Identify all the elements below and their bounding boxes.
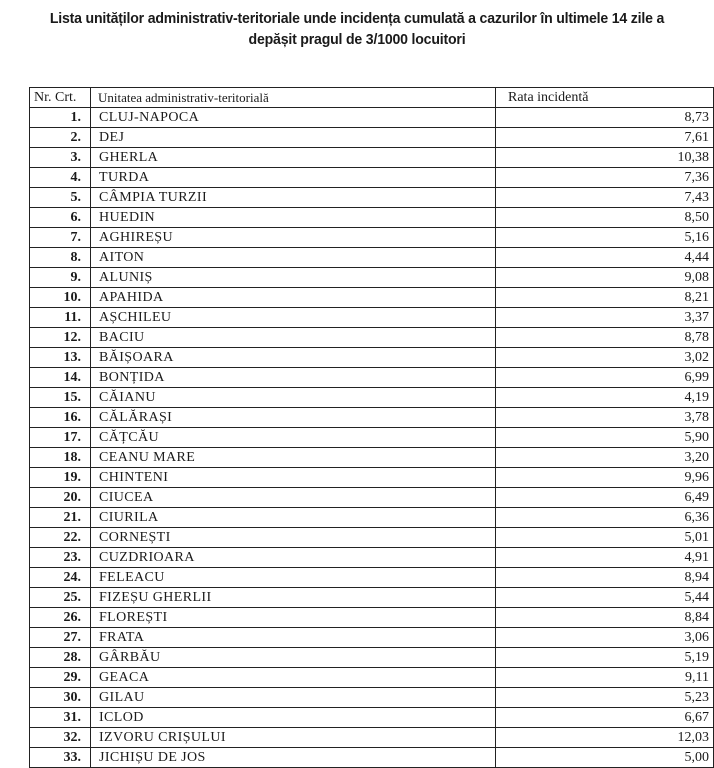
incidence-rate: 6,67 (496, 708, 714, 728)
uat-name: FRATA (91, 628, 496, 648)
incidence-rate: 5,44 (496, 588, 714, 608)
table-row (30, 128, 714, 148)
uat-name: APAHIDA (91, 288, 496, 308)
row-number: 13. (30, 348, 91, 368)
table-row (30, 288, 714, 308)
row-number: 11. (30, 308, 91, 328)
uat-name: ALUNIȘ (91, 268, 496, 288)
row-number: 5. (30, 188, 91, 208)
incidence-rate: 3,06 (496, 628, 714, 648)
row-number: 4. (30, 168, 91, 188)
table-body (30, 108, 714, 768)
header-uat: Unitatea administrativ-teritorială (91, 88, 496, 108)
uat-name: CĂLĂRAȘI (91, 408, 496, 428)
table-row (30, 168, 714, 188)
uat-name: ICLOD (91, 708, 496, 728)
incidence-rate: 8,21 (496, 288, 714, 308)
table-row (30, 688, 714, 708)
row-number: 28. (30, 648, 91, 668)
row-number: 16. (30, 408, 91, 428)
uat-name: GHERLA (91, 148, 496, 168)
uat-name: IZVORU CRIȘULUI (91, 728, 496, 748)
incidence-rate: 8,73 (496, 108, 714, 128)
row-number: 29. (30, 668, 91, 688)
incidence-rate: 12,03 (496, 728, 714, 748)
document-title (21, 8, 692, 50)
table-row (30, 548, 714, 568)
uat-name: BACIU (91, 328, 496, 348)
header-nr-crt: Nr. Crt. (30, 88, 91, 108)
table-row (30, 628, 714, 648)
table-row (30, 108, 714, 128)
table-row (30, 488, 714, 508)
row-number: 31. (30, 708, 91, 728)
uat-name: CLUJ-NAPOCA (91, 108, 496, 128)
uat-name: BONȚIDA (91, 368, 496, 388)
row-number: 12. (30, 328, 91, 348)
row-number: 18. (30, 448, 91, 468)
row-number: 19. (30, 468, 91, 488)
row-number: 1. (30, 108, 91, 128)
table-row (30, 348, 714, 368)
incidence-rate: 6,99 (496, 368, 714, 388)
uat-name: CĂȚCĂU (91, 428, 496, 448)
table-header-row (30, 88, 714, 108)
uat-name: TURDA (91, 168, 496, 188)
table-row (30, 508, 714, 528)
uat-name: AȘCHILEU (91, 308, 496, 328)
row-number: 27. (30, 628, 91, 648)
row-number: 6. (30, 208, 91, 228)
table-row (30, 468, 714, 488)
incidence-rate: 7,61 (496, 128, 714, 148)
incidence-rate: 5,16 (496, 228, 714, 248)
table-row (30, 388, 714, 408)
uat-name: BĂIȘOARA (91, 348, 496, 368)
row-number: 17. (30, 428, 91, 448)
incidence-rate: 10,38 (496, 148, 714, 168)
incidence-rate: 9,08 (496, 268, 714, 288)
table-row (30, 148, 714, 168)
row-number: 32. (30, 728, 91, 748)
row-number: 30. (30, 688, 91, 708)
title-line-2: depășit pragul de 3/1000 locuitori (248, 31, 466, 48)
incidence-rate: 8,50 (496, 208, 714, 228)
table-row (30, 248, 714, 268)
row-number: 14. (30, 368, 91, 388)
table-row (30, 568, 714, 588)
incidence-rate: 9,11 (496, 668, 714, 688)
incidence-rate: 8,78 (496, 328, 714, 348)
incidence-rate: 3,20 (496, 448, 714, 468)
incidence-table (29, 87, 714, 768)
table-row (30, 368, 714, 388)
uat-name: CIURILA (91, 508, 496, 528)
incidence-rate: 7,43 (496, 188, 714, 208)
table-row (30, 328, 714, 348)
table-row (30, 228, 714, 248)
table-row (30, 708, 714, 728)
table-row (30, 208, 714, 228)
uat-name: AGHIREȘU (91, 228, 496, 248)
incidence-rate: 5,01 (496, 528, 714, 548)
uat-name: CORNEȘTI (91, 528, 496, 548)
uat-name: CÂMPIA TURZII (91, 188, 496, 208)
uat-name: DEJ (91, 128, 496, 148)
row-number: 3. (30, 148, 91, 168)
incidence-rate: 6,49 (496, 488, 714, 508)
incidence-rate: 3,37 (496, 308, 714, 328)
table-row (30, 728, 714, 748)
table-row (30, 428, 714, 448)
incidence-rate: 3,02 (496, 348, 714, 368)
row-number: 2. (30, 128, 91, 148)
table-row (30, 668, 714, 688)
uat-name: FELEACU (91, 568, 496, 588)
uat-name: GEACA (91, 668, 496, 688)
uat-name: FLOREȘTI (91, 608, 496, 628)
incidence-rate: 6,36 (496, 508, 714, 528)
header-rate: Rata incidentă (496, 88, 714, 108)
row-number: 9. (30, 268, 91, 288)
incidence-rate: 5,00 (496, 748, 714, 768)
table-row (30, 308, 714, 328)
uat-name: FIZEȘU GHERLII (91, 588, 496, 608)
table-row (30, 748, 714, 768)
uat-name: GÂRBĂU (91, 648, 496, 668)
row-number: 15. (30, 388, 91, 408)
row-number: 10. (30, 288, 91, 308)
row-number: 23. (30, 548, 91, 568)
uat-name: AITON (91, 248, 496, 268)
uat-name: CUZDRIOARA (91, 548, 496, 568)
incidence-rate: 8,94 (496, 568, 714, 588)
uat-name: HUEDIN (91, 208, 496, 228)
table-row (30, 608, 714, 628)
uat-name: GILAU (91, 688, 496, 708)
uat-name: JICHIȘU DE JOS (91, 748, 496, 768)
row-number: 20. (30, 488, 91, 508)
uat-name: CHINTENI (91, 468, 496, 488)
row-number: 33. (30, 748, 91, 768)
incidence-rate: 5,23 (496, 688, 714, 708)
table-row (30, 448, 714, 468)
incidence-rate: 3,78 (496, 408, 714, 428)
row-number: 22. (30, 528, 91, 548)
row-number: 7. (30, 228, 91, 248)
row-number: 21. (30, 508, 91, 528)
incidence-rate: 9,96 (496, 468, 714, 488)
row-number: 24. (30, 568, 91, 588)
uat-name: CIUCEA (91, 488, 496, 508)
incidence-rate: 4,91 (496, 548, 714, 568)
row-number: 8. (30, 248, 91, 268)
incidence-rate: 4,19 (496, 388, 714, 408)
incidence-rate: 4,44 (496, 248, 714, 268)
incidence-rate: 5,90 (496, 428, 714, 448)
uat-name: CEANU MARE (91, 448, 496, 468)
table-row (30, 588, 714, 608)
table-row (30, 408, 714, 428)
row-number: 25. (30, 588, 91, 608)
incidence-rate: 8,84 (496, 608, 714, 628)
table-row (30, 268, 714, 288)
table-row (30, 528, 714, 548)
incidence-rate: 7,36 (496, 168, 714, 188)
title-line-1: Lista unităților administrativ-teritoriale unde incidența cumulată a cazurilor în ultimele 14 zile a (49, 10, 665, 27)
row-number: 26. (30, 608, 91, 628)
table-row (30, 188, 714, 208)
table-row (30, 648, 714, 668)
incidence-rate: 5,19 (496, 648, 714, 668)
uat-name: CĂIANU (91, 388, 496, 408)
